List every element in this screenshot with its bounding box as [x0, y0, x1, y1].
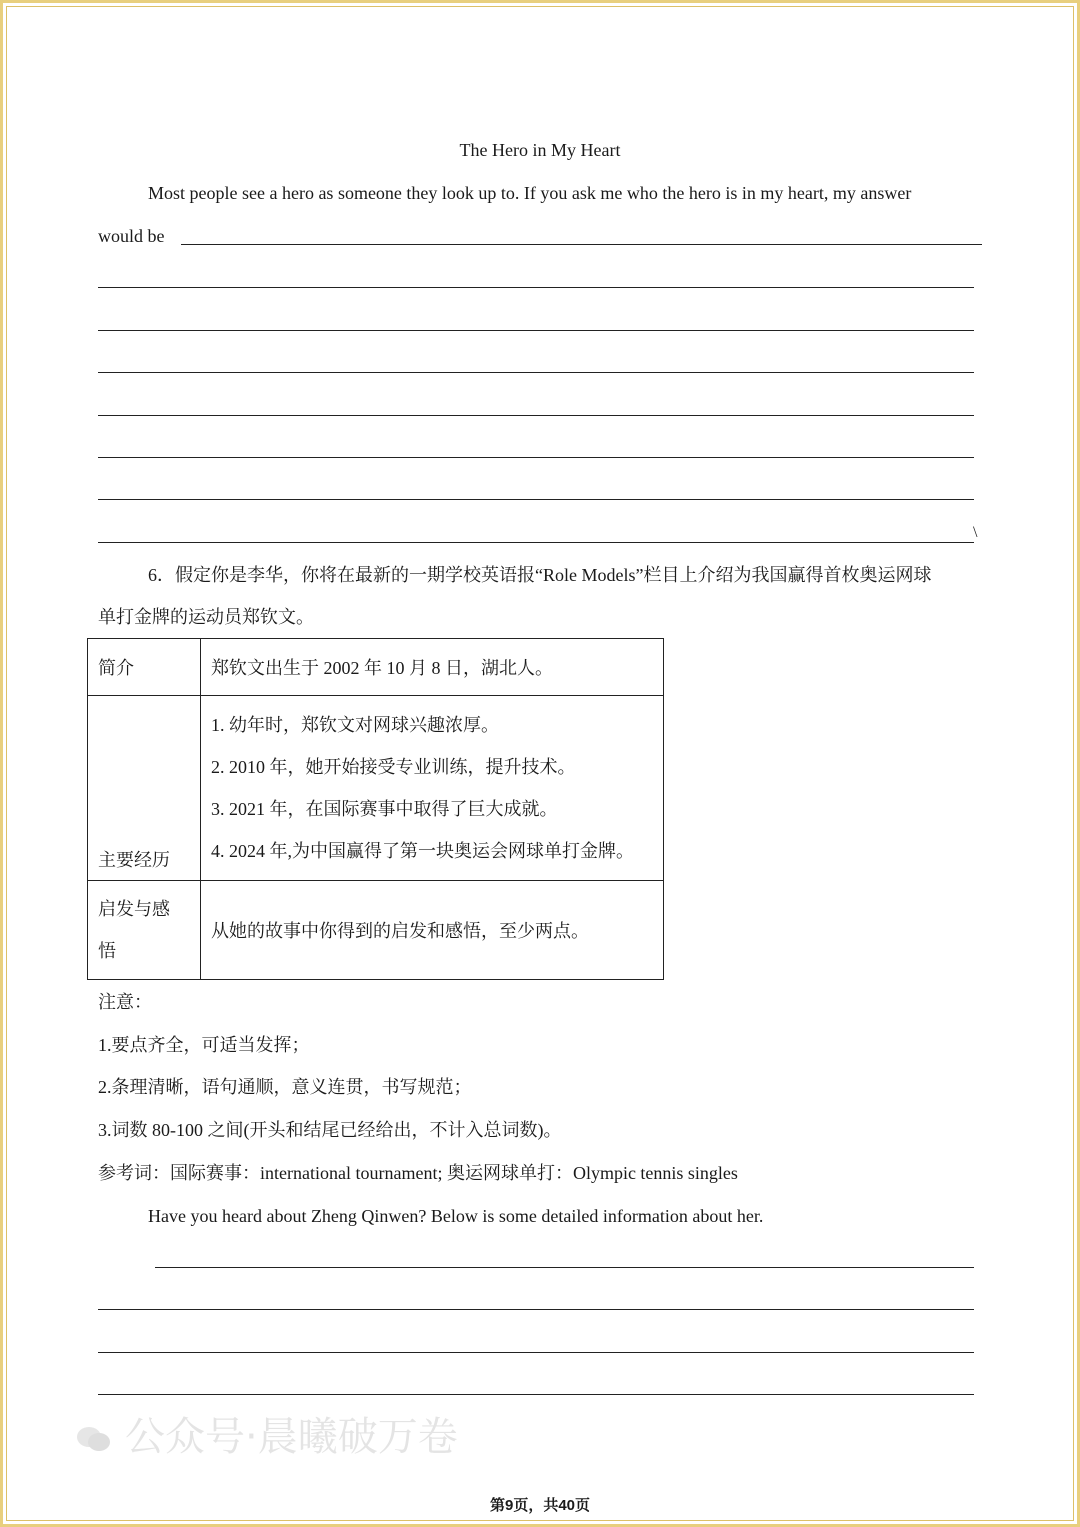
notes-heading: 注意：	[98, 992, 152, 1012]
table-content-inspiration: 从她的故事中你得到的启发和感悟，至少两点。	[201, 881, 664, 980]
watermark-text: 公众号·晨曦破万卷	[125, 1414, 458, 1460]
experience-item: 4. 2024 年,为中国赢得了第一块奥运会网球单打金牌。	[211, 841, 634, 861]
inspiration-label-line: 启发与感	[98, 899, 170, 919]
question-prompt-line-1: 6．假定你是李华，你将在最新的一期学校英语报“Role Models”栏目上介绍为我国赢得首枚奥运网球	[148, 565, 932, 585]
experience-item: 1. 幼年时，郑钦文对网球兴趣浓厚。	[211, 715, 499, 735]
answer-line	[98, 457, 974, 458]
answer-line	[155, 1267, 974, 1268]
note-item: 3.词数 80-100 之间(开头和结尾已经给出，不计入总词数)。	[98, 1120, 562, 1140]
answer-line	[98, 372, 974, 373]
essay-opening-line-2: would be	[98, 226, 165, 246]
table-label-experience: 主要经历	[88, 696, 201, 881]
table-content-intro: 郑钦文出生于 2002 年 10 月 8 日，湖北人。	[201, 639, 664, 696]
page-number: 第9页，共40页	[489, 1497, 591, 1514]
answer-line	[98, 1394, 974, 1395]
answer-line	[98, 287, 974, 288]
answer-line	[98, 330, 974, 331]
answer-line	[98, 1352, 974, 1353]
note-item: 1.要点齐全，可适当发挥；	[98, 1035, 310, 1055]
inspiration-label-line: 悟	[98, 941, 116, 961]
info-table	[87, 638, 664, 980]
answer-line	[98, 1309, 974, 1310]
experience-item: 3. 2021 年，在国际赛事中取得了巨大成就。	[211, 799, 558, 819]
reference-words: 参考词：国际赛事：international tournament; 奥运网球单打：Olympic tennis singles	[98, 1163, 738, 1183]
table-label-intro: 简介	[88, 639, 201, 696]
table-content-experience	[201, 696, 664, 881]
watermark	[75, 1405, 458, 1462]
answer-line	[98, 542, 974, 543]
answer-line	[98, 499, 974, 500]
experience-item: 2. 2010 年，她开始接受专业训练，提升技术。	[211, 757, 576, 777]
table-label-inspiration	[88, 881, 201, 980]
question-prompt-line-2: 单打金牌的运动员郑钦文。	[98, 607, 314, 627]
wechat-icon	[75, 1425, 111, 1453]
answer-line	[181, 244, 982, 245]
answer-line	[98, 415, 974, 416]
stray-backslash: \	[973, 524, 978, 541]
essay-title: The Hero in My Heart	[459, 140, 621, 160]
note-item: 2.条理清晰，语句通顺，意义连贯，书写规范；	[98, 1077, 472, 1097]
intro-sentence: Have you heard about Zheng Qinwen? Below is some detailed information about her.	[148, 1206, 764, 1226]
essay-opening-line: Most people see a hero as someone they look up to. If you ask me who the hero is in my heart, my answer	[148, 183, 912, 203]
